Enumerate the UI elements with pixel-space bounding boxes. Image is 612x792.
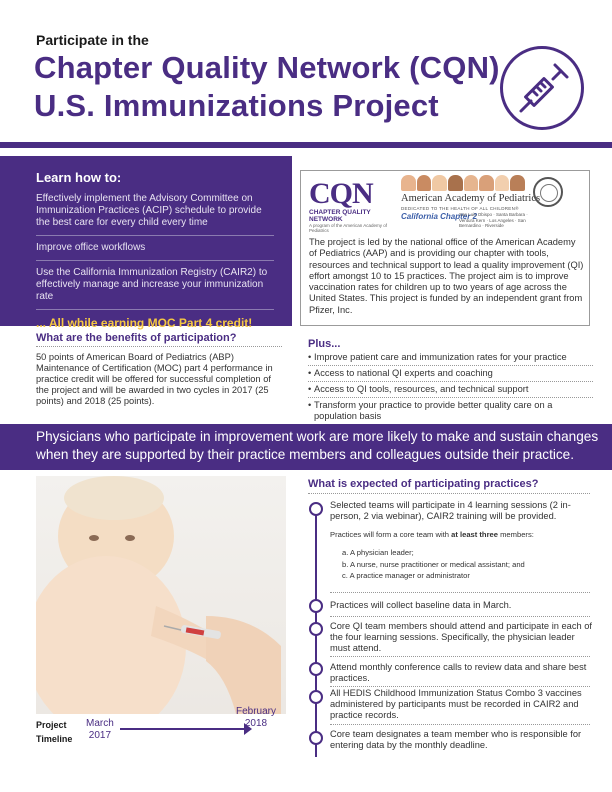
timeline-end-year: 2018 [244,718,268,729]
aap-logo-name: American Academy of Pediatrics [401,193,541,204]
children-photo-strip [401,175,525,191]
step-marker-icon [309,731,323,745]
timeline-end [236,706,276,730]
item-divider [330,724,590,725]
timeline-start-year: 2017 [88,730,112,741]
cqn-logo-mark: CQN [309,177,373,210]
timeline-label [36,718,72,746]
benefits-heading: What are the benefits of participation? [36,332,237,344]
step-marker-icon [309,599,323,613]
learn-panel [0,156,292,330]
timeline-label-line1: Project [36,720,67,730]
learn-title: Learn how to: [36,170,122,185]
header-divider [0,142,612,148]
timeline-label-line2: Timeline [36,734,73,744]
expectation-item: All HEDIS Childhood Immunization Status Combo 3 vaccines administered by participants must be recorded in CAIR2 and practice records. [330,688,582,720]
expectation-item: Core team designates a team member who is responsible for entering data by the monthly deadline. [330,729,582,750]
aap-counties: San Luis Obispo · Santa Barbara · Ventura Kern · Los Angeles · San Bernardino · Riverside [459,212,528,228]
item-divider [330,616,590,617]
project-description: The project is led by the national office of the American Academy of Pediatrics (AAP) and is providing our chapter with tools, resources and technical support to lead a quality improvement (QI) effort amongst 10 to 15 practices. The project aim is to improve vaccination rates for children up to two years of age across the United States. This project is funded by an independent grant from Pfizer, Inc. [309,237,584,315]
cqn-logo-subtitle: A program of the American Academy of Pediatrics [309,223,388,233]
timeline-start [86,718,114,742]
core-member-b: b. A nurse, nurse practitioner or medical assistant; and [342,560,525,569]
expectations-divider [308,493,590,494]
core-team-intro [330,530,590,540]
timeline-end-month: February [236,706,277,717]
expectations-heading: What is expected of participating practices? [308,478,539,490]
core-intro-c: members: [497,530,534,539]
cqn-logo-name: CHAPTER QUALITY NETWORK [309,209,371,223]
benefits-text: 50 points of American Board of Pediatrics (ABP) Maintenance of Certification (MOC) part 4 performance in practice credit will be offered for successful completion of the project and will be awarded in two cycles in 2017 (25 points) and 2018 (25 points). [36,352,273,406]
cqn-logo [309,177,399,235]
list-item: • Transform your practice to provide better quality care on a population basis [308,400,593,425]
step-marker-icon [309,690,323,704]
seal-icon [533,177,563,207]
timeline-start-month: March [86,718,114,729]
quote-banner: Physicians who participate in improvement work are more likely to make and sustain changes when they are supported by their practice members and colleagues outside their practice. [0,424,612,470]
expectation-item: Selected teams will participate in 4 learning sessions (2 in-person, 2 via webinar), CAIR2 training will be provided. [330,500,571,521]
learn-item: Effectively implement the Advisory Committee on Immunization Practices (ACIP) schedule to provide the best care for every child every time [36,193,274,236]
kicker-text: Participate in the [36,32,149,48]
project-info-box [300,170,590,326]
page-title-line2: U.S. Immunizations Project [34,88,439,123]
item-divider [330,686,590,687]
expectation-item: Attend monthly conference calls to review data and share best practices. [330,662,587,683]
benefits-divider [36,346,282,347]
aap-chapter-name: California Chapter 2 [401,212,478,221]
baby-vaccination-photo [36,476,286,714]
step-marker-icon [309,502,323,516]
step-marker-icon [309,662,323,676]
core-intro-b: at least three [451,530,498,539]
plus-heading: Plus... [308,338,341,350]
learn-item: Use the California Immunization Registry (CAIR2) to effectively manage and increase your immunization rate [36,267,274,310]
page-title-line1: Chapter Quality Network (CQN) [34,50,500,85]
plus-list [308,352,593,427]
core-member-a: a. A physician leader; [342,548,414,557]
step-marker-icon [309,622,323,636]
list-item: • Access to national QI experts and coaching [308,368,593,382]
timeline-bar [120,728,246,730]
list-item: • Improve patient care and immunization rates for your practice [308,352,593,366]
moc-credit-callout: ... All while earning MOC Part 4 credit! [36,316,253,330]
core-intro-a: Practices will form a core team with [330,530,452,539]
learn-item: Improve office workflows [36,242,274,261]
syringe-icon [500,46,584,130]
expectation-item: Core QI team members should attend and participate in each of the four learning sessions. Specifically, the physician leader must attend. [330,621,593,653]
core-member-c: c. A practice manager or administrator [342,571,470,580]
aap-tagline: DEDICATED TO THE HEALTH OF ALL CHILDREN® [401,206,519,211]
expectation-item: Practices will collect baseline data in March. [330,600,512,610]
item-divider [330,656,590,657]
list-item: • Access to QI tools, resources, and technical support [308,384,593,398]
item-divider [330,592,590,593]
